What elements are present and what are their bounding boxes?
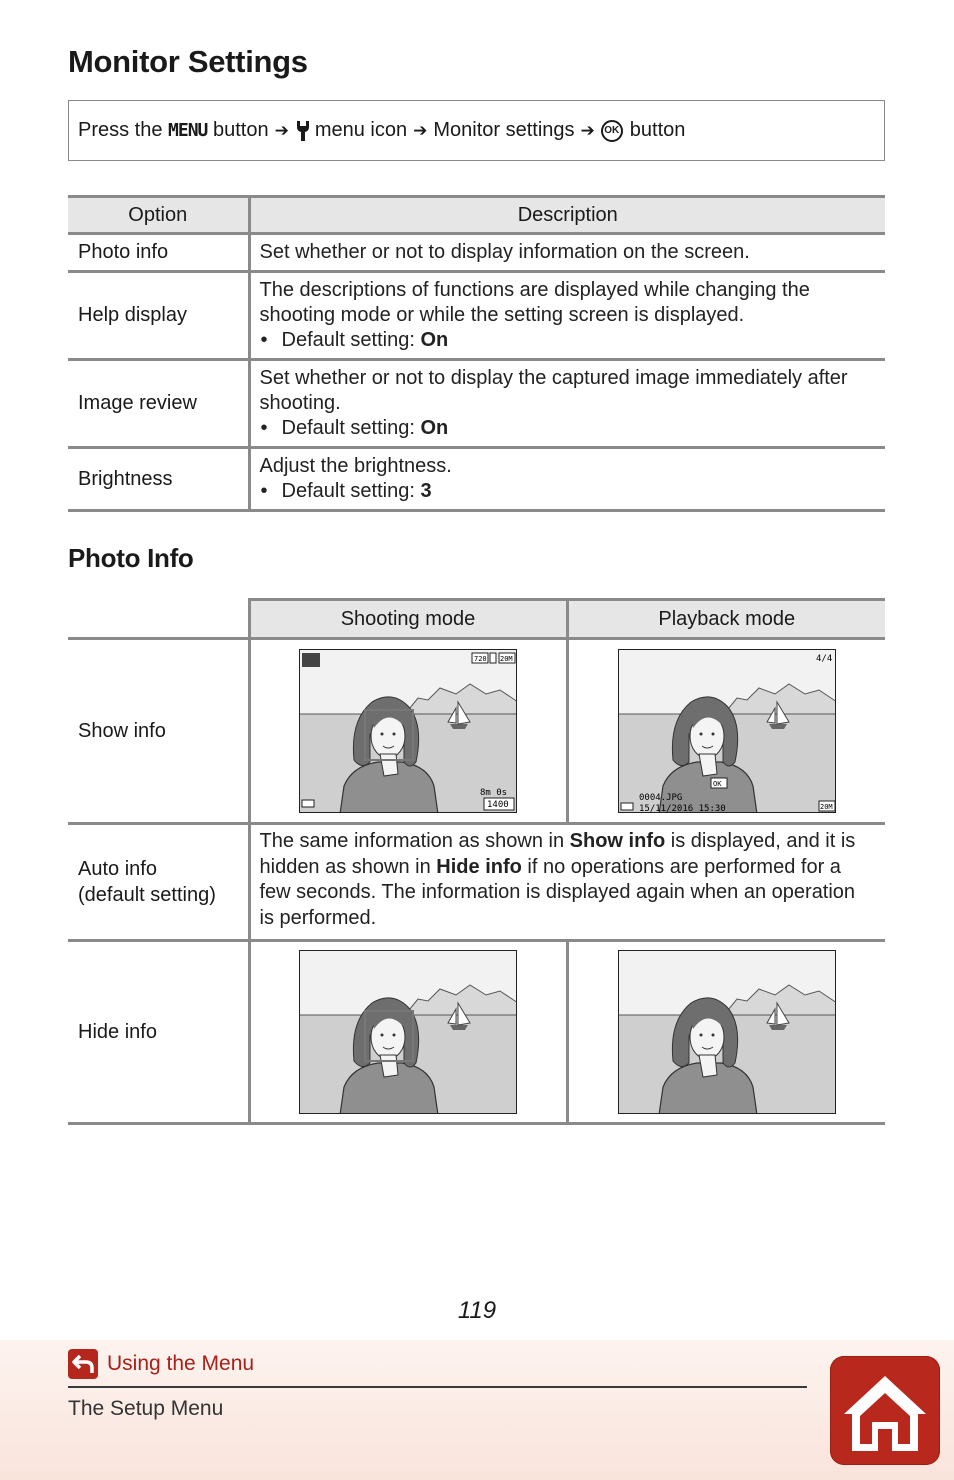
option-name: Brightness <box>68 448 249 511</box>
option-description: The descriptions of functions are displayed while changing the shooting mode or while the setting screen is displayed. • Default setting: On <box>249 272 885 360</box>
capture-datetime: 15/11/2016 15:30 <box>638 804 726 814</box>
column-header-description: Description <box>249 197 885 234</box>
row-label-show-info: Show info <box>68 639 249 824</box>
menu-button-label: MENU <box>168 120 208 141</box>
nav-menu-icon-label: menu icon <box>314 119 408 141</box>
shooting-show-info-image <box>299 649 517 813</box>
option-description: Adjust the brightness. • Default setting: 3 <box>249 448 885 511</box>
header-blank <box>68 600 249 639</box>
column-header-option: Option <box>68 197 249 234</box>
remaining-time: 8m 0s <box>480 788 508 798</box>
nav-button-word-end: button <box>629 119 686 141</box>
image-size-label: 20M <box>819 803 833 811</box>
option-name: Image review <box>68 360 249 448</box>
row-label-hide-info: Hide info <box>68 941 249 1124</box>
default-setting: • Default setting: 3 <box>260 479 876 504</box>
default-setting: • Default setting: On <box>260 416 876 441</box>
playback-hide-info-cell <box>567 941 885 1124</box>
options-table <box>68 195 885 512</box>
face-frame <box>365 1011 413 1061</box>
section-title: Photo Info <box>68 543 194 573</box>
back-arrow-icon[interactable] <box>68 1349 98 1379</box>
photo-info-table <box>68 598 885 1125</box>
table-row <box>68 360 885 448</box>
image-size-label: 20M <box>500 655 513 663</box>
shooting-hide-info-image <box>299 950 517 1114</box>
nav-monitor-settings: Monitor settings <box>433 119 575 141</box>
arrow-right-icon: ➔ <box>413 120 428 140</box>
table-row <box>68 234 885 272</box>
scene-mode-icon <box>302 653 320 667</box>
table-row <box>68 941 885 1124</box>
video-size-label: 720 <box>474 655 487 663</box>
auto-info-description: The same information as shown in Show info is displayed, and it is hidden as shown in Hide info if no operations are performed for a few seconds. The information is displayed again when an operation is performed. <box>249 824 885 941</box>
face-frame <box>365 710 413 760</box>
table-row <box>68 448 885 511</box>
arrow-right-icon: ➔ <box>580 120 595 140</box>
default-setting: • Default setting: On <box>260 328 876 353</box>
home-button[interactable] <box>830 1356 940 1465</box>
subsection-label: The Setup Menu <box>68 1397 224 1420</box>
table-row <box>68 824 885 941</box>
remaining-count: 1400 <box>487 800 509 810</box>
section-link[interactable] <box>68 1349 254 1379</box>
option-description: Set whether or not to display information on the screen. <box>249 234 885 272</box>
playback-overlay <box>619 650 836 813</box>
shooting-show-info-cell <box>249 639 567 824</box>
scene-illustration <box>619 951 836 1114</box>
option-name: Photo info <box>68 234 249 272</box>
table-row <box>68 639 885 824</box>
ok-button-icon: OK <box>601 120 623 142</box>
ok-indicator: OK <box>712 780 722 788</box>
arrow-right-icon: ➔ <box>274 120 289 140</box>
playback-show-info-cell <box>567 639 885 824</box>
column-header-shooting-mode: Shooting mode <box>249 600 567 639</box>
row-label-auto-info: Auto info (default setting) <box>68 824 249 941</box>
battery-icon <box>621 803 633 810</box>
shooting-overlay <box>300 650 517 813</box>
playback-show-info-image <box>618 649 836 813</box>
page-title: Monitor Settings <box>68 44 308 79</box>
table-row <box>68 272 885 360</box>
option-name: Help display <box>68 272 249 360</box>
home-icon[interactable] <box>830 1356 940 1465</box>
wrench-icon <box>295 120 311 142</box>
playback-hide-info-image <box>618 950 836 1114</box>
battery-icon <box>302 800 314 807</box>
nav-button-word: button <box>212 119 269 141</box>
footer-divider <box>68 1386 807 1388</box>
column-header-playback-mode: Playback mode <box>567 600 885 639</box>
shooting-hide-info-cell <box>249 941 567 1124</box>
frame-counter: 4/4 <box>815 654 833 664</box>
page-number: 119 <box>457 1297 497 1324</box>
option-description: Set whether or not to display the captured image immediately after shooting. • Default setting: On <box>249 360 885 448</box>
file-name: 0004.JPG <box>638 793 683 803</box>
nav-press: Press the <box>78 119 163 141</box>
menu-path-box <box>68 100 885 161</box>
section-link-label[interactable]: Using the Menu <box>107 1352 255 1375</box>
